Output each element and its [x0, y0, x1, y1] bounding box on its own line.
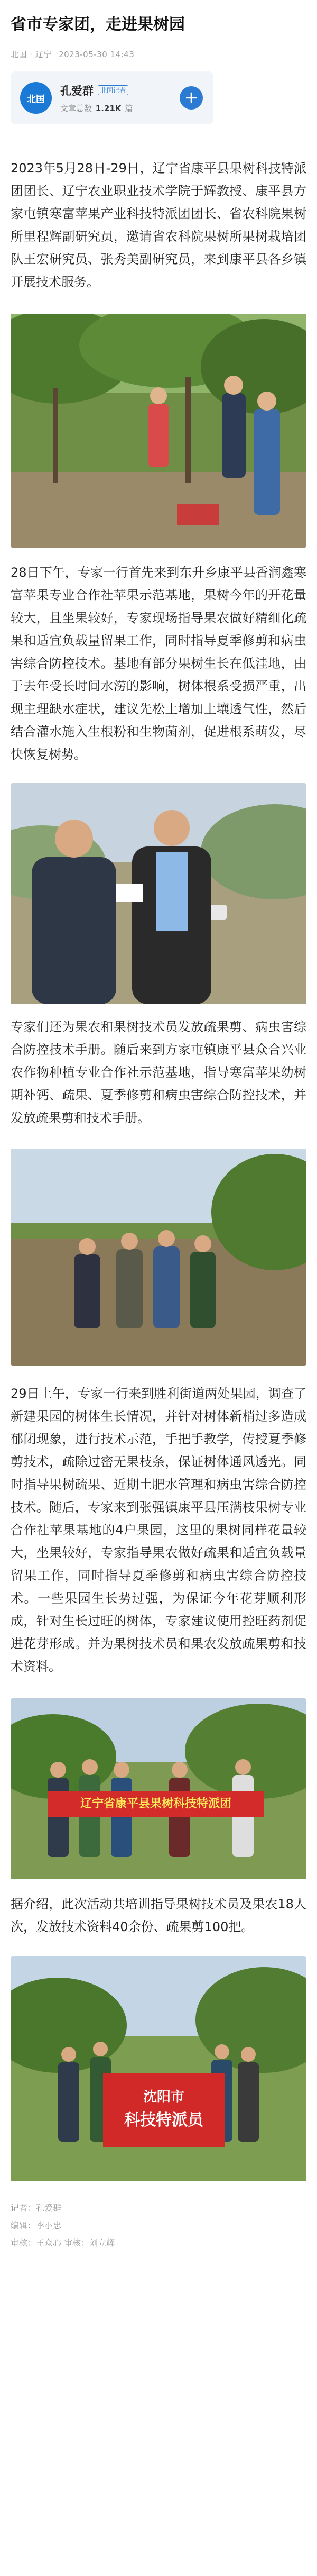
specialist-banner-line2: 科技特派员	[124, 2111, 203, 2129]
author-logo-icon	[20, 82, 52, 114]
paragraph-4: 29日上午，专家一行来到胜利街道两处果园，调查了新建果园的树体生长情况，并针对树体新梢过多造成郁闭现象，进行技术示范，手把手教学，传授夏季修剪技术，疏除过密无果枝条，保证树体通风透光。同时指导果树疏果、近期土肥水管理和病虫害综合防控技术。随后，专家来到张强镇康平县压满枝果树专业合作社苹果基地的4户果园，这里的果树同样花量较大，坐果较好，专家指导果农做好疏果和适宜负载量留果工作，同时指导夏季修剪和病虫害综合防控技术。一些果园生长势过强，为保证今年花芽顺利形成，针对生长过旺的树体，专家建议使用控旺药剂促进花芽形成。并为果树技术员和果农发放疏果剪和技术资料。	[11, 1386, 306, 1674]
author-badge: 北国记者	[98, 85, 128, 95]
follow-button[interactable]	[180, 86, 203, 110]
photo-city-specialists	[11, 1956, 306, 2181]
specialist-banner	[103, 2073, 225, 2147]
photo-team-banner	[11, 1698, 306, 1879]
article-source: 北国 · 辽宁	[11, 50, 52, 59]
footer-recorder: 记者：孔爱群	[11, 2203, 62, 2213]
author-name-row	[60, 83, 133, 98]
article-title: 省市专家团，走进果树园	[11, 15, 185, 34]
articles-label: 文章总数	[60, 103, 92, 113]
author-stats	[60, 103, 133, 114]
footer-editor: 编辑：李小忠	[11, 2220, 62, 2231]
team-banner-text: 辽宁省康平县果树科技特派团	[80, 1797, 231, 1810]
footer-review: 审核：王众心 审核：刘立辉	[11, 2238, 115, 2248]
paragraph-1: 2023年5月28日-29日，辽宁省康平县果树科技特派团团长、辽宁农业职业技术学院于辉教授、康平县方家屯镇寒富苹果产业科技特派团团长、省农科院果树所里程辉副研究员，邀请省农科院果树所果树栽培团队王宏研究员、张秀美副研究员，来到康平县各乡镇开展技术服务。	[11, 161, 306, 289]
articles-unit: 篇	[125, 103, 133, 113]
specialist-banner-line1: 沈阳市	[143, 2089, 184, 2105]
author-card[interactable]	[11, 71, 213, 124]
photo-orchard-inspection	[11, 314, 306, 548]
plus-icon: +	[184, 87, 199, 107]
article-timestamp: 2023-05-30 14:43	[59, 50, 135, 59]
photo-manual-handout	[11, 783, 306, 1004]
article-footer	[11, 2199, 306, 2252]
photo-young-orchard	[11, 1149, 306, 1366]
article-meta	[11, 49, 306, 60]
author-info	[60, 83, 133, 114]
paragraph-5: 据介绍，此次活动共培训指导果树技术员及果农18人次，发放技术资料40余份、疏果剪100把。	[11, 1897, 306, 1934]
paragraph-2: 28日下午，专家一行首先来到东升乡康平县香润鑫寒富苹果专业合作社苹果示范基地，果树今年的开花量较大，且坐果较好，专家现场指导果农做好精细化疏果和适宜负载量留果工作，同时指导夏季修剪和病虫害综合防控技术。基地有部分果树生长在低洼地，由于去年受长时间水涝的影响，树体根系受损严重，出现主理缺水症状，建议先松土增加土壤透气性，然后结合灌水施入生根粉和生物菌剂，促进根系萌发，尽快恢复树势。	[11, 565, 306, 762]
paragraph-3: 专家们还为果农和果树技术员发放疏果剪、病虫害综合防控技术手册。随后来到方家屯镇康平县众合兴业农作物种植专业合作社示范基地，指导寒富苹果幼树期补钙、疏果、夏季修剪和病虫害综合防控技术，并发放疏果剪和技术手册。	[11, 1020, 306, 1125]
author-name[interactable]: 孔爱群	[60, 84, 94, 97]
author-logo-text: 北国	[27, 94, 45, 105]
articles-count: 1.21K	[95, 103, 122, 113]
